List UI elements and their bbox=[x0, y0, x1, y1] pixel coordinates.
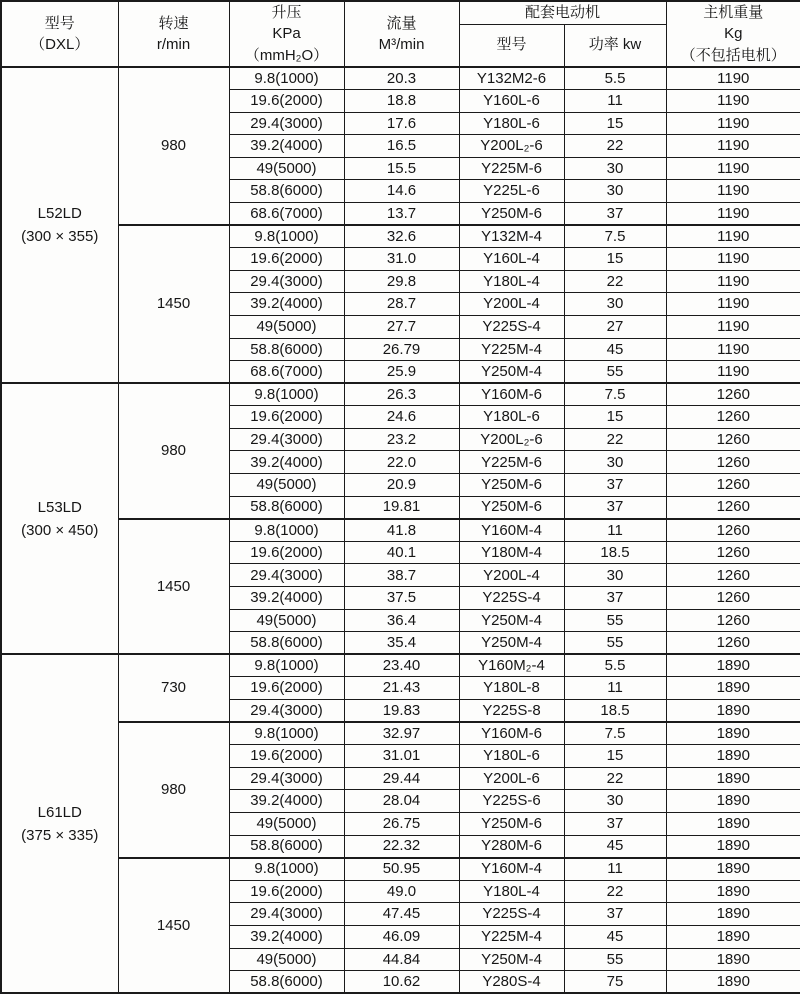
pressure-cell: 29.4(3000) bbox=[229, 564, 344, 587]
motor-power-cell: 37 bbox=[564, 812, 666, 835]
motor-model-cell: Y250M-6 bbox=[459, 474, 564, 497]
motor-power-cell: 55 bbox=[564, 609, 666, 632]
flow-cell: 49.0 bbox=[344, 880, 459, 903]
motor-power-cell: 7.5 bbox=[564, 225, 666, 248]
weight-cell: 1190 bbox=[666, 67, 800, 90]
motor-model-cell: Y180L-8 bbox=[459, 677, 564, 700]
motor-power-cell: 22 bbox=[564, 767, 666, 790]
weight-cell: 1260 bbox=[666, 428, 800, 451]
motor-power-cell: 22 bbox=[564, 135, 666, 158]
motor-power-cell: 55 bbox=[564, 632, 666, 655]
motor-model-cell: Y225S-6 bbox=[459, 790, 564, 813]
weight-cell: 1190 bbox=[666, 157, 800, 180]
motor-model-cell: Y132M2-6 bbox=[459, 67, 564, 90]
table-header bbox=[1, 1, 800, 67]
motor-model-cell: Y160L-4 bbox=[459, 248, 564, 271]
header-model-line1: 型号 bbox=[44, 14, 75, 32]
flow-cell: 19.83 bbox=[344, 700, 459, 723]
table-row bbox=[1, 67, 800, 90]
motor-power-cell: 22 bbox=[564, 880, 666, 903]
flow-cell: 31.01 bbox=[344, 745, 459, 768]
flow-cell: 22.0 bbox=[344, 451, 459, 474]
weight-cell: 1190 bbox=[666, 338, 800, 361]
pressure-cell: 58.8(6000) bbox=[229, 496, 344, 519]
flow-cell: 26.79 bbox=[344, 338, 459, 361]
weight-cell: 1260 bbox=[666, 519, 800, 542]
motor-model-cell: Y180M-4 bbox=[459, 541, 564, 564]
motor-model-cell: Y225M-4 bbox=[459, 925, 564, 948]
motor-power-cell: 11 bbox=[564, 519, 666, 542]
pressure-cell: 19.6(2000) bbox=[229, 745, 344, 768]
flow-cell: 32.97 bbox=[344, 722, 459, 745]
speed-cell: 1450 bbox=[118, 225, 229, 383]
pressure-cell: 19.6(2000) bbox=[229, 880, 344, 903]
model-cell bbox=[1, 654, 118, 993]
motor-model-cell: Y200L-4 bbox=[459, 564, 564, 587]
pressure-cell: 49(5000) bbox=[229, 812, 344, 835]
flow-cell: 47.45 bbox=[344, 903, 459, 926]
weight-cell: 1890 bbox=[666, 858, 800, 881]
header-speed-line1: 转速 bbox=[158, 14, 189, 32]
motor-model-cell: Y160L-6 bbox=[459, 89, 564, 112]
motor-power-cell: 45 bbox=[564, 338, 666, 361]
flow-cell: 26.3 bbox=[344, 383, 459, 406]
pressure-cell: 49(5000) bbox=[229, 948, 344, 971]
motor-model-cell: Y225S-4 bbox=[459, 587, 564, 610]
flow-cell: 44.84 bbox=[344, 948, 459, 971]
flow-cell: 17.6 bbox=[344, 112, 459, 135]
header-model bbox=[1, 1, 118, 67]
pressure-cell: 49(5000) bbox=[229, 609, 344, 632]
motor-power-cell: 30 bbox=[564, 157, 666, 180]
flow-cell: 38.7 bbox=[344, 564, 459, 587]
header-pressure-line3: （mmH₂O） bbox=[244, 46, 329, 64]
pressure-cell: 9.8(1000) bbox=[229, 67, 344, 90]
flow-cell: 28.7 bbox=[344, 293, 459, 316]
pressure-cell: 29.4(3000) bbox=[229, 903, 344, 926]
pressure-cell: 58.8(6000) bbox=[229, 338, 344, 361]
motor-model-cell: Y160M-6 bbox=[459, 722, 564, 745]
weight-cell: 1890 bbox=[666, 767, 800, 790]
pressure-cell: 58.8(6000) bbox=[229, 835, 344, 858]
flow-cell: 36.4 bbox=[344, 609, 459, 632]
motor-model-cell: Y180L-6 bbox=[459, 406, 564, 429]
speed-cell: 1450 bbox=[118, 858, 229, 994]
weight-cell: 1260 bbox=[666, 496, 800, 519]
motor-model-cell: Y250M-4 bbox=[459, 361, 564, 384]
motor-model-cell: Y200L₂-6 bbox=[459, 135, 564, 158]
table-row bbox=[1, 519, 800, 542]
flow-cell: 21.43 bbox=[344, 677, 459, 700]
weight-cell: 1890 bbox=[666, 654, 800, 677]
header-weight bbox=[666, 1, 800, 67]
motor-power-cell: 18.5 bbox=[564, 700, 666, 723]
motor-power-cell: 75 bbox=[564, 971, 666, 994]
weight-cell: 1190 bbox=[666, 361, 800, 384]
motor-power-cell: 30 bbox=[564, 180, 666, 203]
flow-cell: 16.5 bbox=[344, 135, 459, 158]
model-cell bbox=[1, 383, 118, 654]
motor-power-cell: 37 bbox=[564, 202, 666, 225]
pressure-cell: 49(5000) bbox=[229, 474, 344, 497]
motor-power-cell: 18.5 bbox=[564, 541, 666, 564]
flow-cell: 25.9 bbox=[344, 361, 459, 384]
pressure-cell: 9.8(1000) bbox=[229, 858, 344, 881]
pressure-cell: 49(5000) bbox=[229, 315, 344, 338]
motor-power-cell: 45 bbox=[564, 835, 666, 858]
motor-model-cell: Y225S-4 bbox=[459, 903, 564, 926]
motor-power-cell: 37 bbox=[564, 903, 666, 926]
pressure-cell: 49(5000) bbox=[229, 157, 344, 180]
weight-cell: 1890 bbox=[666, 812, 800, 835]
motor-power-cell: 11 bbox=[564, 677, 666, 700]
weight-cell: 1890 bbox=[666, 880, 800, 903]
flow-cell: 13.7 bbox=[344, 202, 459, 225]
weight-cell: 1260 bbox=[666, 564, 800, 587]
header-motor-power: 功率 kw bbox=[564, 24, 666, 67]
motor-model-cell: Y180L-4 bbox=[459, 270, 564, 293]
motor-model-cell: Y180L-6 bbox=[459, 112, 564, 135]
flow-cell: 29.8 bbox=[344, 270, 459, 293]
motor-power-cell: 27 bbox=[564, 315, 666, 338]
weight-cell: 1260 bbox=[666, 406, 800, 429]
motor-model-cell: Y280M-6 bbox=[459, 835, 564, 858]
table-row bbox=[1, 858, 800, 881]
speed-cell: 730 bbox=[118, 654, 229, 722]
weight-cell: 1890 bbox=[666, 903, 800, 926]
header-model-line2: （DXL） bbox=[30, 35, 90, 53]
pressure-cell: 9.8(1000) bbox=[229, 654, 344, 677]
pressure-cell: 29.4(3000) bbox=[229, 112, 344, 135]
speed-cell: 980 bbox=[118, 67, 229, 225]
speed-cell: 980 bbox=[118, 383, 229, 519]
motor-model-cell: Y250M-4 bbox=[459, 632, 564, 655]
weight-cell: 1890 bbox=[666, 722, 800, 745]
weight-cell: 1260 bbox=[666, 587, 800, 610]
flow-cell: 15.5 bbox=[344, 157, 459, 180]
motor-model-cell: Y225L-6 bbox=[459, 180, 564, 203]
pressure-cell: 19.6(2000) bbox=[229, 677, 344, 700]
pressure-cell: 9.8(1000) bbox=[229, 383, 344, 406]
flow-cell: 18.8 bbox=[344, 89, 459, 112]
motor-power-cell: 15 bbox=[564, 745, 666, 768]
model-size: (300 × 355) bbox=[21, 228, 99, 246]
weight-cell: 1890 bbox=[666, 971, 800, 994]
motor-model-cell: Y250M-6 bbox=[459, 202, 564, 225]
flow-cell: 23.2 bbox=[344, 428, 459, 451]
pressure-cell: 19.6(2000) bbox=[229, 406, 344, 429]
motor-model-cell: Y180L-4 bbox=[459, 880, 564, 903]
flow-cell: 29.44 bbox=[344, 767, 459, 790]
motor-power-cell: 55 bbox=[564, 948, 666, 971]
header-weight-line3: （不包括电机） bbox=[680, 46, 786, 64]
motor-model-cell: Y250M-6 bbox=[459, 812, 564, 835]
motor-model-cell: Y200L-6 bbox=[459, 767, 564, 790]
flow-cell: 22.32 bbox=[344, 835, 459, 858]
flow-cell: 35.4 bbox=[344, 632, 459, 655]
motor-model-cell: Y280S-4 bbox=[459, 971, 564, 994]
motor-power-cell: 30 bbox=[564, 564, 666, 587]
pressure-cell: 39.2(4000) bbox=[229, 790, 344, 813]
table-row bbox=[1, 654, 800, 677]
speed-cell: 980 bbox=[118, 722, 229, 858]
pressure-cell: 29.4(3000) bbox=[229, 270, 344, 293]
speed-cell: 1450 bbox=[118, 519, 229, 655]
motor-model-cell: Y132M-4 bbox=[459, 225, 564, 248]
weight-cell: 1190 bbox=[666, 112, 800, 135]
weight-cell: 1890 bbox=[666, 790, 800, 813]
header-pressure-line1: 升压 bbox=[271, 4, 302, 21]
pressure-cell: 58.8(6000) bbox=[229, 632, 344, 655]
weight-cell: 1190 bbox=[666, 89, 800, 112]
flow-cell: 46.09 bbox=[344, 925, 459, 948]
flow-cell: 14.6 bbox=[344, 180, 459, 203]
motor-model-cell: Y225M-6 bbox=[459, 157, 564, 180]
flow-cell: 50.95 bbox=[344, 858, 459, 881]
pressure-cell: 29.4(3000) bbox=[229, 700, 344, 723]
model-cell bbox=[1, 67, 118, 383]
motor-model-cell: Y160M₂-4 bbox=[459, 654, 564, 677]
pressure-cell: 9.8(1000) bbox=[229, 519, 344, 542]
motor-power-cell: 37 bbox=[564, 587, 666, 610]
pressure-cell: 19.6(2000) bbox=[229, 89, 344, 112]
weight-cell: 1890 bbox=[666, 700, 800, 723]
table-body bbox=[1, 67, 800, 993]
pressure-cell: 68.6(7000) bbox=[229, 361, 344, 384]
motor-power-cell: 15 bbox=[564, 406, 666, 429]
weight-cell: 1260 bbox=[666, 474, 800, 497]
weight-cell: 1190 bbox=[666, 315, 800, 338]
table-row bbox=[1, 722, 800, 745]
flow-cell: 32.6 bbox=[344, 225, 459, 248]
motor-power-cell: 7.5 bbox=[564, 383, 666, 406]
motor-model-cell: Y160M-4 bbox=[459, 519, 564, 542]
motor-power-cell: 30 bbox=[564, 790, 666, 813]
motor-model-cell: Y200L-4 bbox=[459, 293, 564, 316]
weight-cell: 1890 bbox=[666, 677, 800, 700]
motor-power-cell: 11 bbox=[564, 89, 666, 112]
motor-model-cell: Y200L₂-6 bbox=[459, 428, 564, 451]
flow-cell: 40.1 bbox=[344, 541, 459, 564]
pressure-cell: 58.8(6000) bbox=[229, 180, 344, 203]
header-speed-line2: r/min bbox=[156, 35, 191, 53]
motor-model-cell: Y180L-6 bbox=[459, 745, 564, 768]
weight-cell: 1890 bbox=[666, 948, 800, 971]
motor-model-cell: Y225S-4 bbox=[459, 315, 564, 338]
pressure-cell: 39.2(4000) bbox=[229, 293, 344, 316]
motor-power-cell: 37 bbox=[564, 496, 666, 519]
motor-model-cell: Y250M-6 bbox=[459, 496, 564, 519]
pressure-cell: 39.2(4000) bbox=[229, 925, 344, 948]
motor-model-cell: Y225M-4 bbox=[459, 338, 564, 361]
flow-cell: 31.0 bbox=[344, 248, 459, 271]
table-row bbox=[1, 383, 800, 406]
motor-power-cell: 37 bbox=[564, 474, 666, 497]
flow-cell: 19.81 bbox=[344, 496, 459, 519]
motor-power-cell: 15 bbox=[564, 112, 666, 135]
motor-model-cell: Y160M-4 bbox=[459, 858, 564, 881]
header-motor-model: 型号 bbox=[459, 24, 564, 67]
motor-power-cell: 15 bbox=[564, 248, 666, 271]
motor-model-cell: Y250M-4 bbox=[459, 609, 564, 632]
model-name: L53LD bbox=[37, 498, 82, 516]
header-pressure-line2: KPa bbox=[272, 25, 301, 43]
motor-model-cell: Y225M-6 bbox=[459, 451, 564, 474]
weight-cell: 1260 bbox=[666, 541, 800, 564]
motor-model-cell: Y250M-4 bbox=[459, 948, 564, 971]
pressure-cell: 68.6(7000) bbox=[229, 202, 344, 225]
motor-power-cell: 5.5 bbox=[564, 67, 666, 90]
model-size: (300 × 450) bbox=[21, 521, 99, 539]
pressure-cell: 9.8(1000) bbox=[229, 225, 344, 248]
pressure-cell: 29.4(3000) bbox=[229, 767, 344, 790]
model-name: L61LD bbox=[37, 803, 82, 821]
flow-cell: 26.75 bbox=[344, 812, 459, 835]
header-speed bbox=[118, 1, 229, 67]
weight-cell: 1890 bbox=[666, 745, 800, 768]
weight-cell: 1190 bbox=[666, 135, 800, 158]
weight-cell: 1890 bbox=[666, 925, 800, 948]
flow-cell: 10.62 bbox=[344, 971, 459, 994]
weight-cell: 1190 bbox=[666, 225, 800, 248]
flow-cell: 41.8 bbox=[344, 519, 459, 542]
flow-cell: 20.3 bbox=[344, 67, 459, 90]
pressure-cell: 29.4(3000) bbox=[229, 428, 344, 451]
pressure-cell: 39.2(4000) bbox=[229, 135, 344, 158]
weight-cell: 1190 bbox=[666, 248, 800, 271]
motor-power-cell: 22 bbox=[564, 428, 666, 451]
pressure-cell: 58.8(6000) bbox=[229, 971, 344, 994]
weight-cell: 1260 bbox=[666, 632, 800, 655]
weight-cell: 1190 bbox=[666, 202, 800, 225]
header-flow-line2: M³/min bbox=[378, 35, 425, 53]
header-pressure bbox=[229, 1, 344, 67]
pressure-cell: 9.8(1000) bbox=[229, 722, 344, 745]
motor-model-cell: Y160M-6 bbox=[459, 383, 564, 406]
weight-cell: 1190 bbox=[666, 293, 800, 316]
weight-cell: 1260 bbox=[666, 383, 800, 406]
pressure-cell: 19.6(2000) bbox=[229, 541, 344, 564]
motor-power-cell: 11 bbox=[564, 858, 666, 881]
model-size: (375 × 335) bbox=[21, 826, 99, 844]
flow-cell: 24.6 bbox=[344, 406, 459, 429]
header-flow bbox=[344, 1, 459, 67]
header-weight-line2: Kg bbox=[724, 25, 743, 43]
header-flow-line1: 流量 bbox=[386, 14, 417, 32]
motor-power-cell: 45 bbox=[564, 925, 666, 948]
pressure-cell: 19.6(2000) bbox=[229, 248, 344, 271]
weight-cell: 1190 bbox=[666, 270, 800, 293]
weight-cell: 1890 bbox=[666, 835, 800, 858]
flow-cell: 27.7 bbox=[344, 315, 459, 338]
motor-power-cell: 5.5 bbox=[564, 654, 666, 677]
weight-cell: 1260 bbox=[666, 451, 800, 474]
pressure-cell: 39.2(4000) bbox=[229, 587, 344, 610]
header-weight-line1: 主机重量 bbox=[703, 4, 764, 21]
table-row bbox=[1, 225, 800, 248]
flow-cell: 28.04 bbox=[344, 790, 459, 813]
motor-power-cell: 55 bbox=[564, 361, 666, 384]
weight-cell: 1190 bbox=[666, 180, 800, 203]
weight-cell: 1260 bbox=[666, 609, 800, 632]
flow-cell: 23.40 bbox=[344, 654, 459, 677]
motor-power-cell: 22 bbox=[564, 270, 666, 293]
motor-model-cell: Y225S-8 bbox=[459, 700, 564, 723]
motor-power-cell: 7.5 bbox=[564, 722, 666, 745]
pressure-cell: 39.2(4000) bbox=[229, 451, 344, 474]
model-name: L52LD bbox=[37, 204, 82, 222]
motor-power-cell: 30 bbox=[564, 451, 666, 474]
flow-cell: 20.9 bbox=[344, 474, 459, 497]
motor-power-cell: 30 bbox=[564, 293, 666, 316]
header-motor-group: 配套电动机 bbox=[459, 1, 666, 24]
flow-cell: 37.5 bbox=[344, 587, 459, 610]
